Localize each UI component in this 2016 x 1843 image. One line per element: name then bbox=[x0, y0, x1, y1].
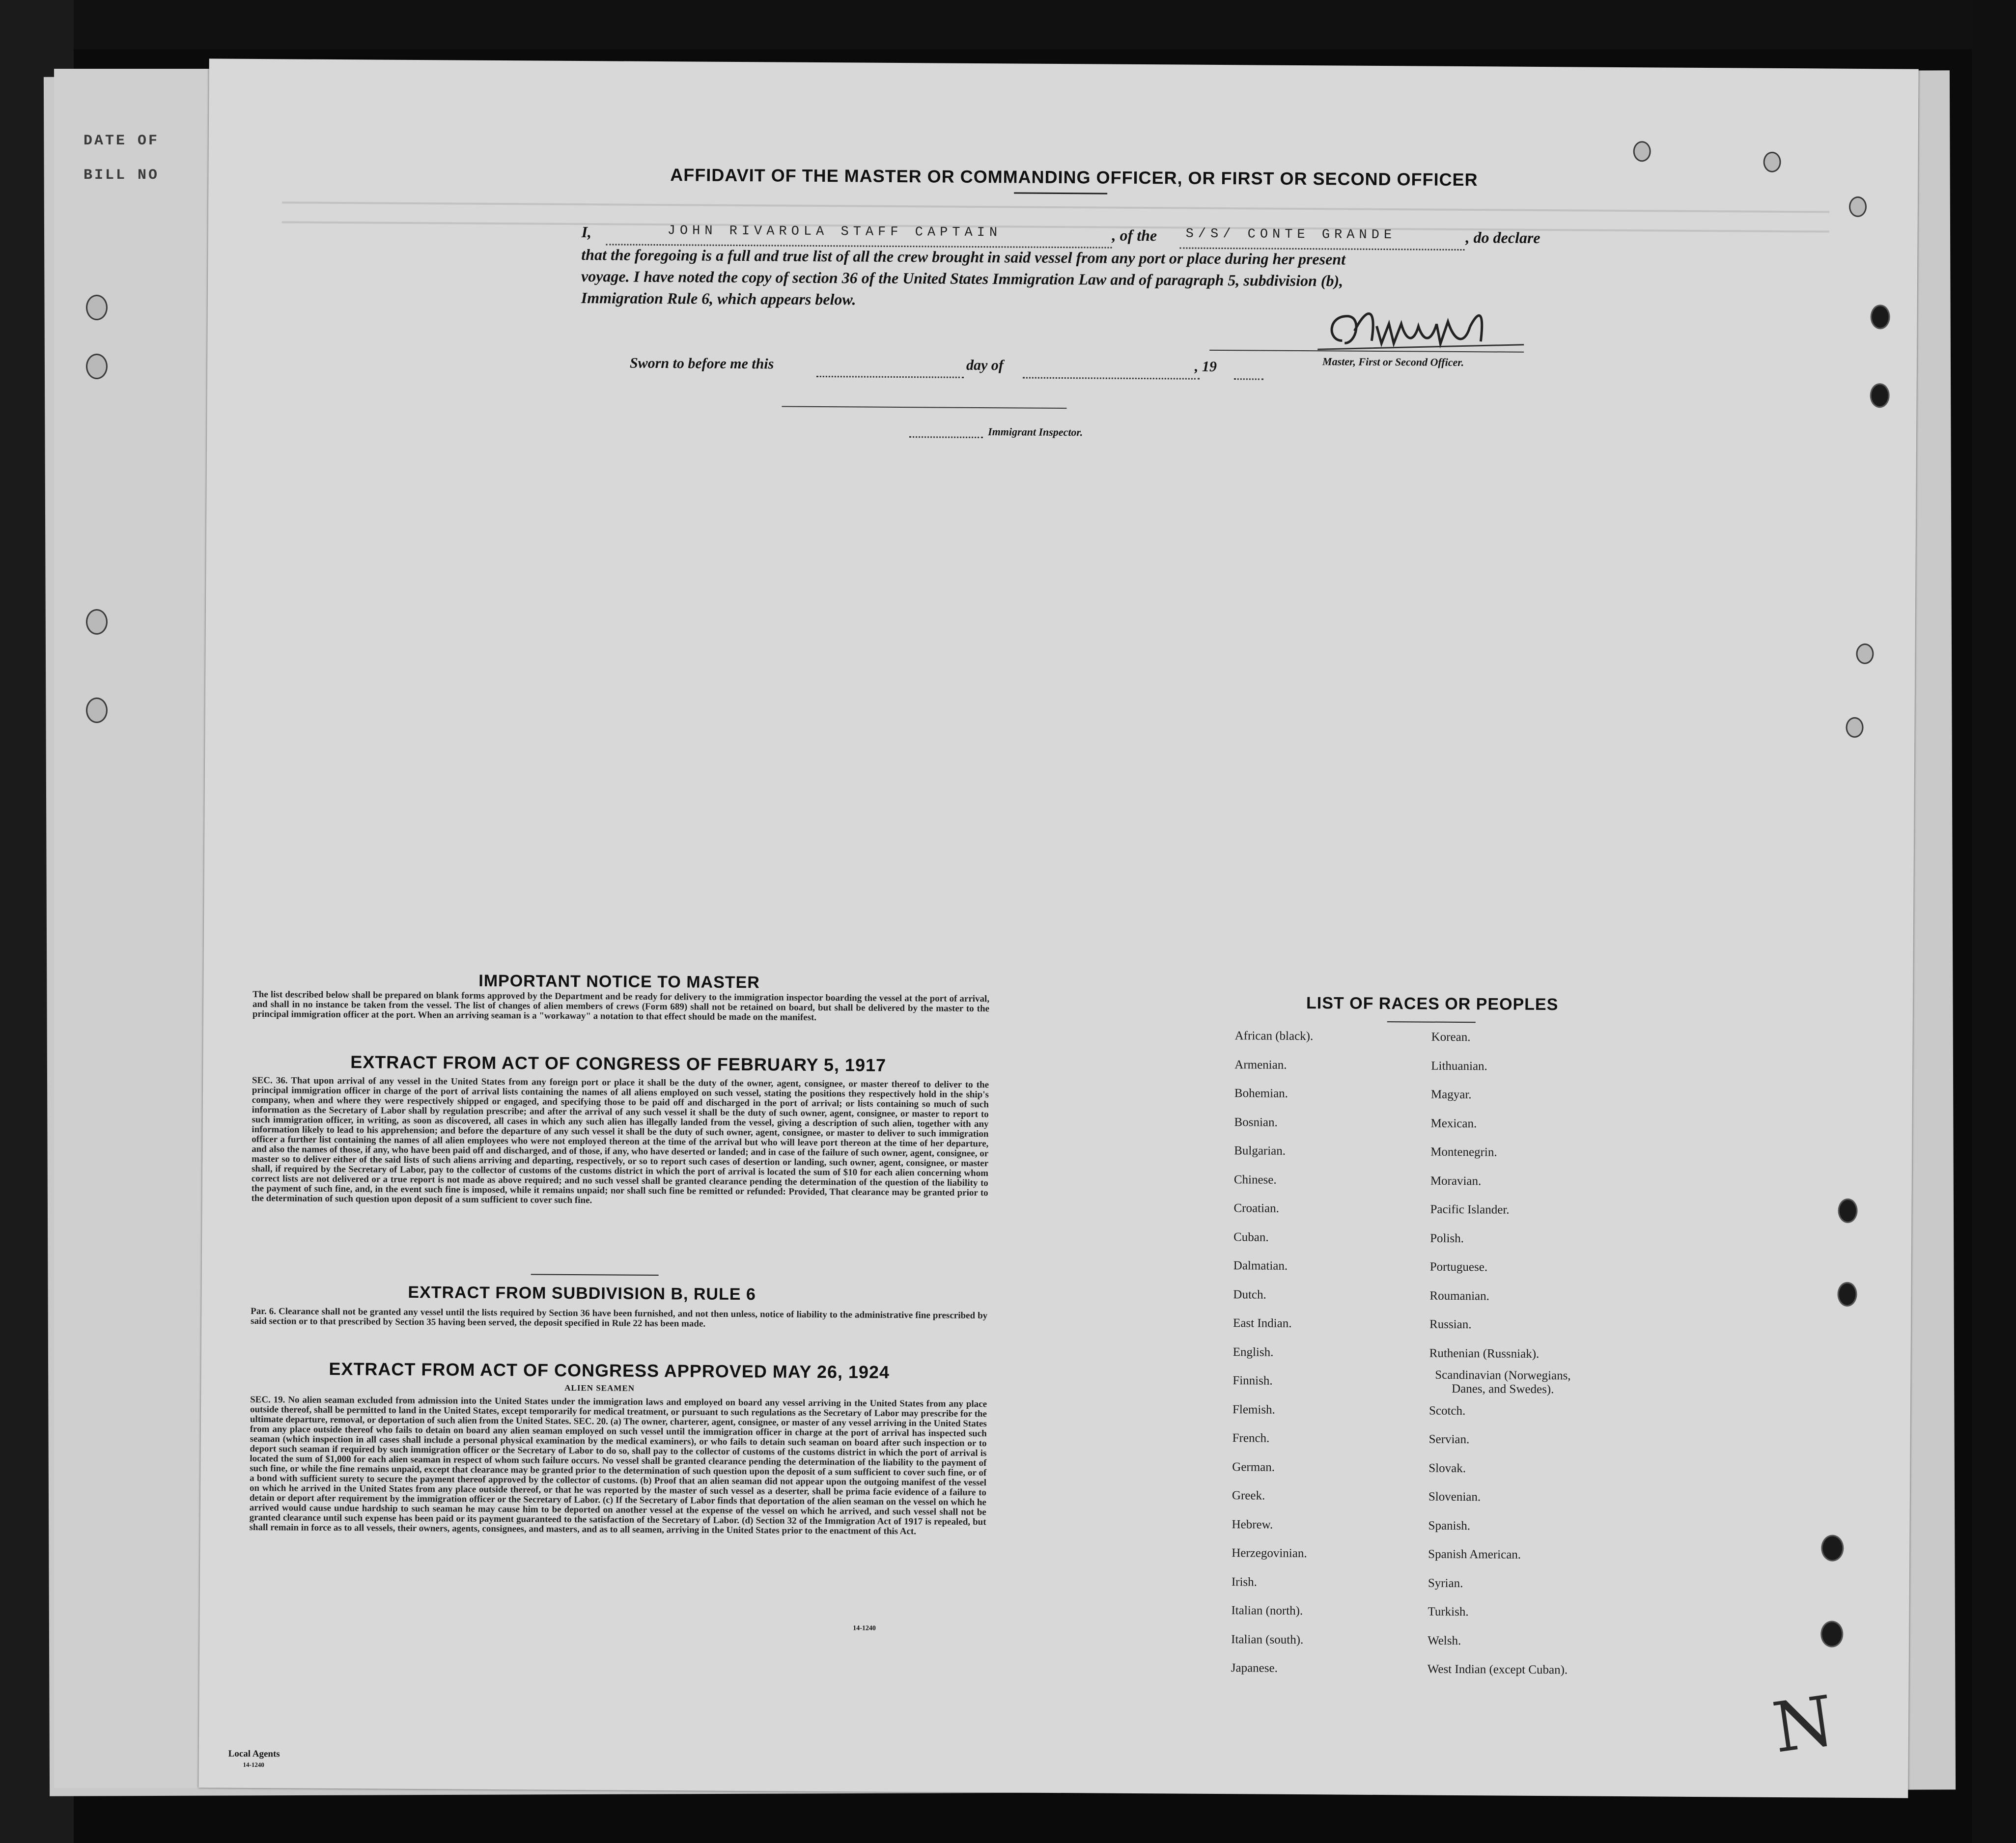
race-item: African (black). bbox=[1234, 1029, 1314, 1043]
sworn-year: , 19 bbox=[1194, 358, 1217, 375]
scan-border-right bbox=[1972, 0, 2016, 1843]
scan-border-top bbox=[0, 0, 2016, 49]
race-item: Bosnian. bbox=[1234, 1115, 1278, 1129]
binder-hole-icon bbox=[1849, 196, 1867, 217]
race-item: Italian (south). bbox=[1231, 1632, 1304, 1647]
race-item: Magyar. bbox=[1430, 1088, 1472, 1102]
affidavit-i-label: I, bbox=[581, 223, 592, 241]
race-item: Dalmatian. bbox=[1233, 1259, 1288, 1273]
extract-1924-body: SEC. 19. No alien seaman excluded from admission into the United States under the immigration laws and employed on board any vessel arriving in the United States from any place outside thereof, shall be permitted to land in the United States, except temporarily for medical treatment, or pursuant to such regulations as the Secretary of Labor may prescribe for the ultimate departure, removal, or deportation of such alien from the United States. SEC. 20. (a) The owner, charterer, agent, consignee, or master of any vessel arriving in the United States from any place outside thereof who fails to detain on board any alien seaman employed on such vessel until the immigration officer in charge at the port of arrival has inspected such seaman (which inspection in all cases shall include a personal physical examination by the medical examiners), or who fails to detain such seaman on board after such inspection or to deport such seaman if required by such immigration officer or the Secretary of Labor to do so, shall pay to the collector of customs of the customs district in which the port of arrival is located the sum of $1,000 for each alien seaman in respect of whom such failure occurs. No vessel shall be granted clearance pending the determination of the liability to the payment of such fine, or while the fine remains unpaid, except that clearance may be granted prior to the determination of such question upon the deposit of a sum sufficient to cover such fine, or of a bond with sufficient surety to secure the payment thereof approved by the collector of customs. (b) Proof that an alien seaman did not appear upon the outgoing manifest of the vessel on which he arrived in the United States from any place outside thereof, or that he was reported by the master of such vessel as a deserter, shall be prima facie evidence of a failure to detain or deport after requirement by the immigration officer or the Secretary of Labor. (c) If the Secretary of Labor finds that deportation of the alien seaman on the vessel on which he arrived would cause undue hardship to such seaman he may cause him to be deported on another vessel at the expense of the vessel on which he arrived, and such vessel shall not be granted clearance until such expense has been paid or its payment guaranteed to the satisfaction of the Secretary of Labor. (d) Section 32 of the Immigration Act of 1917 is repealed, but shall remain in force as to all vessels, their owners, agents, consignees, and masters, and as to all seamen, arriving in the United States prior to the enactment of this Act. bbox=[249, 1394, 987, 1537]
race-item: Pacific Islander. bbox=[1430, 1202, 1510, 1217]
races-rule bbox=[1387, 1021, 1476, 1023]
race-item: Ruthenian (Russniak). bbox=[1429, 1346, 1540, 1361]
binder-hole-icon bbox=[86, 354, 108, 379]
binder-hole-icon bbox=[1870, 383, 1890, 408]
race-item: Slovak. bbox=[1428, 1461, 1466, 1475]
extract-1924-title: EXTRACT FROM ACT OF CONGRESS APPROVED MAY 26, 1924 bbox=[329, 1358, 890, 1382]
race-item: German. bbox=[1232, 1460, 1275, 1474]
race-item: West Indian (except Cuban). bbox=[1427, 1662, 1568, 1677]
race-item: Japanese. bbox=[1231, 1661, 1278, 1675]
race-item: Spanish. bbox=[1428, 1519, 1471, 1533]
race-item: Portuguese. bbox=[1429, 1260, 1488, 1274]
race-item: Syrian. bbox=[1428, 1576, 1463, 1590]
section-rule bbox=[531, 1274, 659, 1276]
race-item: East Indian. bbox=[1233, 1316, 1292, 1330]
inspector-signature-line bbox=[782, 406, 1066, 409]
sworn-day-of: day of bbox=[966, 357, 1004, 374]
race-item: Armenian. bbox=[1234, 1058, 1287, 1072]
officer-name: JOHN RIVAROLA STAFF CAPTAIN bbox=[667, 223, 1002, 241]
affidavit-do-declare: , do declare bbox=[1465, 228, 1540, 247]
sworn-month-line bbox=[1023, 377, 1200, 380]
title-rule bbox=[1014, 192, 1107, 194]
race-item: Turkish. bbox=[1428, 1605, 1469, 1619]
race-item: Flemish. bbox=[1232, 1402, 1275, 1417]
race-item: Scandinavian (Norwegians, Danes, and Swedes). bbox=[1435, 1368, 1571, 1396]
sworn-label: Sworn to before me this bbox=[629, 355, 774, 372]
affidavit-line-4: Immigration Rule 6, which appears below. bbox=[581, 289, 856, 308]
left-card bbox=[54, 69, 211, 1788]
race-item: Roumanian. bbox=[1429, 1289, 1490, 1303]
extract-1917-body: SEC. 36. That upon arrival of any vessel in the United States from any foreign port or place it shall be the duty of the owner, agent, consignee, or master thereof to deliver to the principal immigration officer in charge of the port of arrival lists containing the names of all aliens employed on such vessel, stating the positions they respectively hold in the ship's company, when and where they were respectively shipped or engaged, and specifying those to be paid off and discharged in the port of arrival; or lists containing so much of such information as the Secretary of Labor shall by regulation prescribe; and after the arrival of any such vessel it shall be the duty of such owner, agent, consignee, or master to report to such immigration officer, in writing, as soon as discovered, all cases in which any such alien has illegally landed from the vessel, giving a description of such alien, together with any information likely to lead to his apprehension; and before the departure of any such vessel it shall be the duty of such owner, agent, consignee, or master to deliver to such immigration officer a further list containing the names of all alien employees who were not employed thereon at the time of the arrival but who will leave port thereon at the time of her departure, and also the names of those, if any, who have been paid off and discharged, and of those, if any, who have deserted or landed; and in case of the failure of such owner, agent, consignee, or master so to deliver either of the said lists of such aliens arriving and departing, respectively, or so to report such cases of desertion or landing, such owner, agent, consignee, or master shall, if required by the Secretary of Labor, pay to the collector of customs of the customs district in which the port of arrival is located the sum of $10 for each alien concerning whom correct lists are not delivered or a true report is not made as above required; and no such vessel shall be granted clearance pending the determination of the question of the liability to the payment of such fine, and, in the event such fine is imposed, while it remains unpaid; nor shall such fine be remitted or refunded: Provided, That clearance may be granted prior to the determination of such question upon deposit of a sum sufficient to cover such fine. bbox=[251, 1075, 989, 1206]
binder-hole-icon bbox=[1633, 141, 1651, 162]
race-item: Italian (north). bbox=[1231, 1604, 1303, 1618]
race-item: Hebrew. bbox=[1232, 1517, 1273, 1532]
binder-hole-icon bbox=[1870, 305, 1890, 329]
race-item: Lithuanian. bbox=[1431, 1059, 1487, 1073]
races-title: LIST OF RACES OR PEOPLES bbox=[1306, 994, 1559, 1014]
inspector-label: Immigrant Inspector. bbox=[988, 425, 1083, 439]
race-item: Irish. bbox=[1231, 1575, 1258, 1589]
race-item: Servian. bbox=[1428, 1432, 1470, 1447]
binder-hole-icon bbox=[1821, 1535, 1844, 1562]
subdivision-body: Par. 6. Clearance shall not be granted any vessel until the lists required by Section 36 have been furnished, and not then unless, notice of liability to the administrative fine prescribed by said section or to that prescribed by Section 35 having been served, the deposit specified in Rule 22 has been made. bbox=[251, 1306, 988, 1329]
binder-hole-icon bbox=[1763, 152, 1781, 172]
race-item: Scotch. bbox=[1428, 1404, 1466, 1418]
binder-hole-icon bbox=[86, 609, 108, 635]
race-item: Bulgarian. bbox=[1234, 1144, 1286, 1158]
race-item: Finnish. bbox=[1232, 1374, 1273, 1388]
race-item: Slovenian. bbox=[1428, 1490, 1481, 1504]
race-item: Chinese. bbox=[1233, 1173, 1277, 1187]
race-item: Cuban. bbox=[1233, 1230, 1269, 1244]
binder-hole-icon bbox=[1838, 1199, 1857, 1223]
race-item: English. bbox=[1232, 1345, 1274, 1359]
race-item: Korean. bbox=[1431, 1030, 1471, 1044]
race-item: Bohemian. bbox=[1234, 1087, 1288, 1100]
bottom-note-form: 14-1240 bbox=[243, 1760, 264, 1769]
sworn-year-line bbox=[1234, 378, 1263, 380]
manifest-sheet bbox=[198, 58, 1918, 1798]
notice-title: IMPORTANT NOTICE TO MASTER bbox=[478, 971, 760, 992]
affidavit-title: AFFIDAVIT OF THE MASTER OR COMMANDING OFFICER, OR FIRST OR SECOND OFFICER bbox=[670, 165, 1478, 190]
binder-hole-icon bbox=[1846, 717, 1863, 738]
affidavit-line-3: voyage. I have noted the copy of section 36 of the United States Immigration Law and of paragraph 5, subdivision (b), bbox=[581, 267, 1344, 290]
extract-1924-subtitle: ALIEN SEAMEN bbox=[564, 1383, 635, 1393]
subdivision-title: EXTRACT FROM SUBDIVISION B, RULE 6 bbox=[408, 1283, 756, 1304]
race-item: Polish. bbox=[1430, 1231, 1464, 1245]
signature-role-label: Master, First or Second Officer. bbox=[1322, 355, 1464, 369]
affidavit-of-the: , of the bbox=[1112, 226, 1157, 245]
race-item: Croatian. bbox=[1233, 1201, 1279, 1215]
bleed-through-line bbox=[282, 221, 1829, 232]
affidavit-line-2: that the foregoing is a full and true list of all the crew brought in said vessel from any port or place during her present bbox=[581, 246, 1346, 268]
vessel-name: S/S/ CONTE GRANDE bbox=[1185, 226, 1397, 243]
race-item: Moravian. bbox=[1430, 1174, 1482, 1188]
notice-body: The list described below shall be prepared on blank forms approved by the Department and be ready for delivery to the immigration inspector boarding the vessel at the port of arrival, and shall in no instance be taken from the vessel. The list of changes of alien members of crews (Form 689) shall not be retained on board, but shall be delivered by the master to the principal immigration officer at the port. When an arriving seaman is a "workaway" a notation to that effect should be made on the manifest. bbox=[252, 989, 990, 1023]
sworn-day-line bbox=[816, 376, 964, 378]
binder-hole-icon bbox=[1856, 643, 1874, 664]
race-item: Dutch. bbox=[1233, 1287, 1266, 1302]
race-item: Spanish American. bbox=[1428, 1547, 1521, 1562]
race-item: Russian. bbox=[1429, 1317, 1472, 1332]
inspector-lead-dots bbox=[909, 436, 983, 438]
extract-1917-title: EXTRACT FROM ACT OF CONGRESS OF FEBRUARY 5, 1917 bbox=[350, 1052, 887, 1075]
left-card-date-label: DATE OF bbox=[84, 133, 160, 149]
bottom-note: Local Agents bbox=[228, 1748, 280, 1759]
bleed-through-line bbox=[282, 201, 1829, 213]
race-item: Montenegrin. bbox=[1430, 1145, 1497, 1159]
race-item: Welsh. bbox=[1428, 1634, 1461, 1648]
form-number: 14-1240 bbox=[853, 1624, 876, 1632]
binder-hole-icon bbox=[1837, 1282, 1857, 1307]
binder-hole-icon bbox=[1820, 1621, 1843, 1648]
left-card-bill-label: BILL NO bbox=[84, 167, 160, 184]
binder-hole-icon bbox=[86, 698, 108, 723]
race-item: Herzegovinian. bbox=[1232, 1546, 1307, 1561]
race-item: Mexican. bbox=[1430, 1117, 1477, 1130]
handwritten-mark: N bbox=[1768, 1681, 1839, 1769]
binder-hole-icon bbox=[86, 295, 108, 320]
race-item: French. bbox=[1232, 1431, 1270, 1445]
race-item: Greek. bbox=[1232, 1489, 1265, 1503]
